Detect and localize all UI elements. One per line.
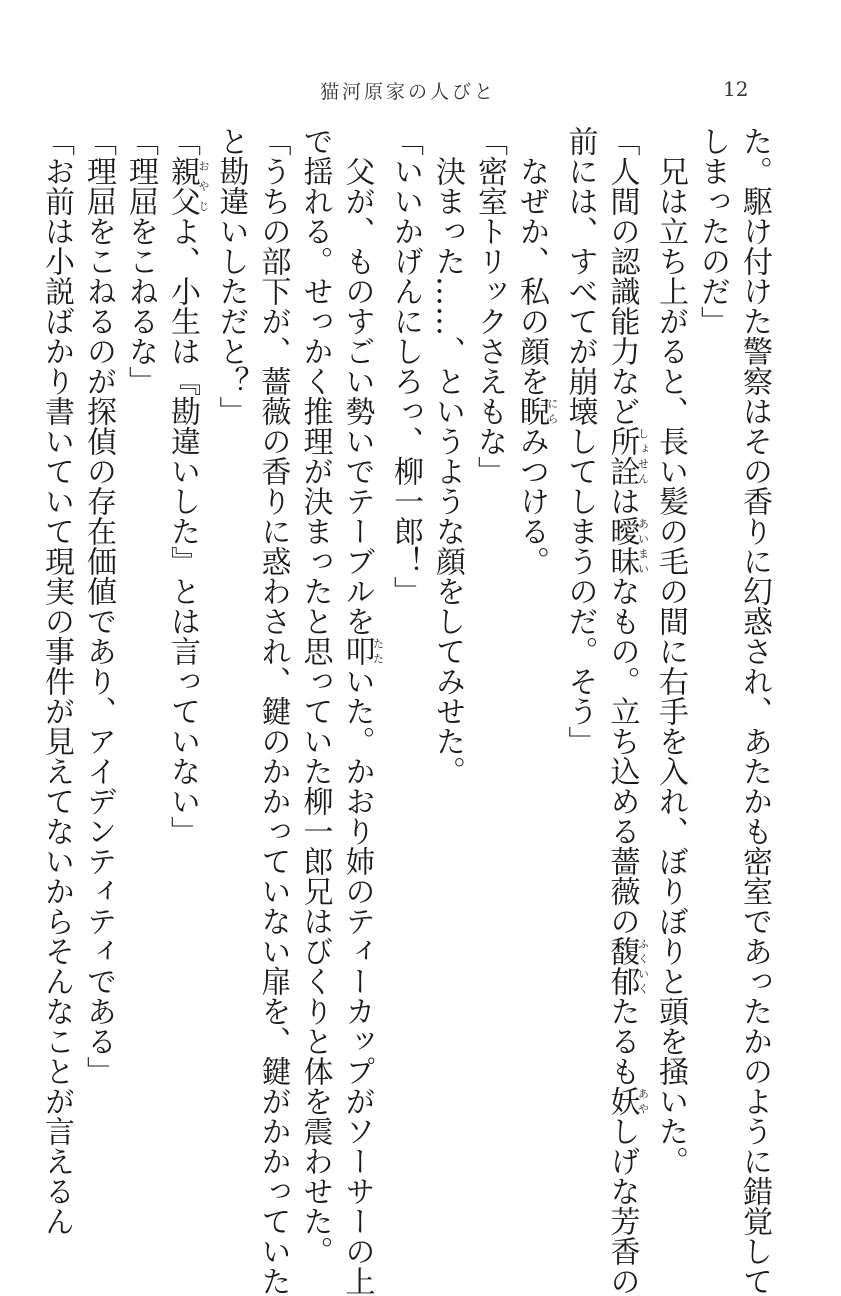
furigana-ruby: 親父おやじ (165, 156, 210, 216)
running-head-title: 猫河原家の人びと (319, 81, 496, 103)
text-line: 決まった……、というような顔をしてみせた。 (430, 126, 465, 786)
furigana-reading: ふくいく (636, 936, 650, 996)
text-line: た。駆け付けた警察はその香りに幻惑され、あたかも密室であったかのように錯覚して (737, 126, 772, 1296)
text-line: 「親父おやじよ、小生は『勘違いした』とは言っていない」 (165, 126, 210, 846)
furigana-reading: たた (371, 636, 385, 666)
text-line: 「理屈をこねるのが探偵の存在価値であり、アイデンティティである」 (81, 126, 116, 1086)
text-line: 「理屈をこねるな」 (123, 126, 158, 396)
text-line: 兄は立ち上がると、長い髪の毛の間に右手を入れ、ぼりぼりと頭を掻いた。 (653, 126, 688, 1176)
furigana-ruby: 所詮しょせん (604, 426, 650, 486)
furigana-ruby: 睨にら (514, 396, 559, 426)
text-line: しまったのだ」 (695, 126, 730, 336)
furigana-ruby: 妖あや (604, 1086, 650, 1116)
furigana-ruby: 曖昧あいまい (604, 516, 650, 576)
text-line: 父が、ものすごい勢いでテーブルを叩たたいた。かおり姉のティーカップがソーサーの上 (339, 126, 385, 1296)
furigana-reading: にら (546, 396, 559, 426)
furigana-reading: しょせん (636, 426, 650, 486)
furigana-reading: あいまい (636, 516, 650, 576)
page-number: 12 (723, 77, 749, 101)
text-line: 前には、すべてが崩壊してしまうのだ。そう」 (562, 126, 598, 756)
text-line: 「お前は小説ばかり書いていて現実の事件が見えてないからそんなことが言えるん (39, 126, 74, 1236)
text-line: と勘違いしただと？」 (213, 126, 249, 426)
text-line: 「人間の認識能力など所詮しょせんは曖昧あいまいなもの。立ち込める薔薇の馥郁ふくいくたるも妖あやしげな芳香の (604, 126, 650, 1296)
furigana-ruby: 馥郁ふくいく (604, 936, 650, 996)
text-line: 「密室トリックさえもな」 (472, 126, 507, 486)
text-line: 「うちの部下が、薔薇の香りに惑わされ、鍵のかかっていない扉を、鍵がかかっていた (255, 126, 291, 1296)
text-line: 「いいかげんにしろっ、柳一郎！」 (388, 126, 423, 606)
furigana-ruby: 叩たた (339, 636, 385, 666)
vertical-text-body (39, 126, 775, 1296)
text-line: で揺れる。せっかく推理が決まったと思っていた柳一郎兄はびくりと体を震わせた。 (297, 126, 333, 1266)
furigana-reading: おやじ (197, 156, 210, 216)
text-line: なぜか、私の顔を睨にらみつける。 (514, 126, 559, 576)
furigana-reading: あや (636, 1086, 650, 1116)
